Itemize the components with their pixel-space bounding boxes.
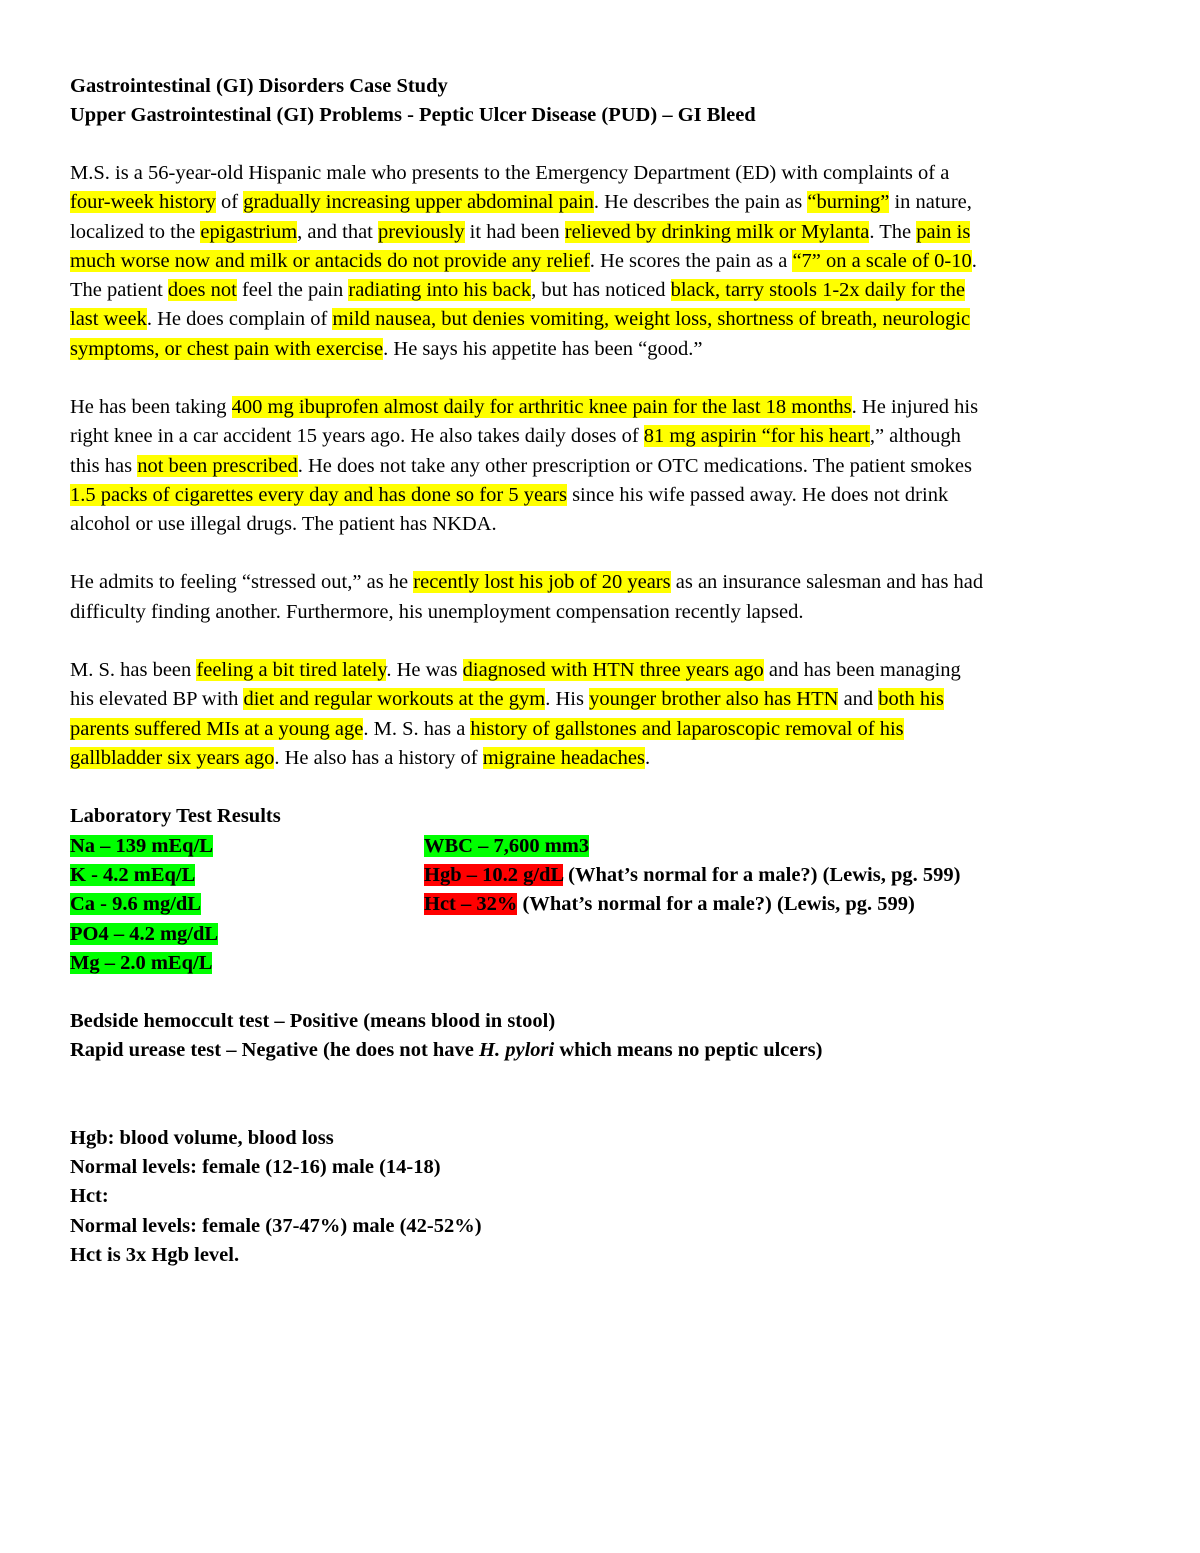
highlight: migraine headaches [482, 747, 645, 769]
text-run: . He does complain of [146, 308, 333, 330]
text-run: localized to the [70, 221, 201, 243]
note-ratio: Hct is 3x Hgb level. [70, 1244, 240, 1266]
text-run: . He also has a history of [274, 747, 483, 769]
lab-po4 [70, 920, 218, 948]
text-run: . [644, 747, 651, 769]
lab-value-normal: Ca - 9.6 mg/dL [70, 893, 201, 915]
text-run: . [971, 250, 977, 272]
highlight: diagnosed with HTN three years ago [462, 659, 764, 681]
highlight: 400 mg ibuprofen almost daily for arthritic knee pain for the last 18 months [231, 396, 852, 418]
paragraph-2-line-3 [70, 452, 972, 480]
highlight: feeling a bit tired lately [196, 659, 387, 681]
text-run: his elevated BP with [70, 688, 244, 710]
hemoccult-test: Bedside hemoccult test – Positive (means blood in stool) [70, 1010, 556, 1032]
text-run: Rapid urease test – Negative (he does not have [70, 1039, 480, 1061]
text-run: which means no peptic ulcers) [554, 1039, 823, 1061]
paragraph-1-line-7 [70, 335, 703, 363]
highlight: younger brother also has HTN [589, 688, 839, 710]
highlight: both his [878, 688, 944, 710]
text-run: . He injured his [851, 396, 979, 418]
text-run: He admits to feeling “stressed out,” as he [70, 571, 414, 593]
text-run: . He was [386, 659, 463, 681]
text-run: . He describes the pain as [593, 191, 808, 213]
lab-ca [70, 890, 201, 918]
lab-mg [70, 949, 212, 977]
highlight: mild nausea, but denies vomiting, weight loss, shortness of breath, neurologic [332, 308, 971, 330]
lab-hgb [424, 861, 960, 889]
lab-hct [424, 890, 915, 918]
lab-na [70, 832, 213, 860]
lab-note: (What’s normal for a male?) (Lewis, pg. 599) [517, 893, 915, 915]
text-run: M.S. is a 56-year-old Hispanic male who presents to the Emergency Department (ED) with complaints of a [70, 162, 950, 184]
highlight: black, tarry stools 1-2x daily for the [670, 279, 965, 301]
note-hgb-normal: Normal levels: female (12-16) male (14-18) [70, 1156, 441, 1178]
highlight: four-week history [70, 191, 216, 213]
text-run: it had been [464, 221, 565, 243]
text-run: The patient [70, 279, 168, 301]
paragraph-1-line-6 [70, 305, 970, 333]
highlight: epigastrium [200, 221, 298, 243]
paragraph-1-line-4 [70, 247, 977, 275]
highlight: much worse now and milk or antacids do not provide any relief [70, 250, 590, 272]
urease-test [70, 1036, 822, 1064]
paragraph-3-line-2 [70, 598, 803, 626]
highlight: not been prescribed [137, 455, 298, 477]
lab-wbc [424, 832, 589, 860]
paragraph-3-line-1 [70, 568, 983, 596]
highlight: 1.5 packs of cigarettes every day and has done so for 5 years [70, 484, 567, 506]
paragraph-2-line-2 [70, 422, 961, 450]
lab-value-normal: K - 4.2 mEq/L [70, 864, 196, 886]
paragraph-2-line-4 [70, 481, 948, 509]
text-run: and has been managing [763, 659, 961, 681]
note-hgb: Hgb: blood volume, blood loss [70, 1127, 334, 1149]
note-hct-normal: Normal levels: female (37-47%) male (42-52%) [70, 1215, 482, 1237]
lab-value-normal: Na – 139 mEq/L [70, 835, 213, 857]
lab-note: (What’s normal for a male?) (Lewis, pg. 599) [563, 864, 961, 886]
highlight: does not [167, 279, 237, 301]
text-run: alcohol or use illegal drugs. The patient has NKDA. [70, 513, 497, 535]
text-run: in nature, [889, 191, 972, 213]
text-run: . He says his appetite has been “good.” [383, 338, 703, 360]
text-run: , but has noticed [531, 279, 671, 301]
highlight: diet and regular workouts at the gym [243, 688, 546, 710]
highlight: gradually increasing upper abdominal pain [243, 191, 594, 213]
text-run: as an insurance salesman and has had [670, 571, 984, 593]
text-run: , and that [297, 221, 378, 243]
text-run: and [838, 688, 879, 710]
text-run: M. S. has been [70, 659, 197, 681]
paragraph-4-line-2 [70, 685, 944, 713]
lab-value-normal: Mg – 2.0 mEq/L [70, 952, 213, 974]
text-run: right knee in a car accident 15 years ago. He also takes daily doses of [70, 425, 644, 447]
paragraph-4-line-1 [70, 656, 961, 684]
highlight: gallbladder six years ago [70, 747, 275, 769]
text-run: ,” although [869, 425, 961, 447]
highlight: symptoms, or chest pain with exercise [70, 338, 384, 360]
note-hct: Hct: [70, 1185, 109, 1207]
paragraph-4-line-4 [70, 744, 650, 772]
document-subtitle: Upper Gastrointestinal (GI) Problems - Peptic Ulcer Disease (PUD) – GI Bleed [70, 104, 756, 126]
lab-value-abnormal: Hgb – 10.2 g/dL [424, 864, 563, 886]
organism-name: H. pylori [479, 1039, 555, 1061]
highlight: history of gallstones and laparoscopic removal of his [470, 718, 904, 740]
text-run: . The [869, 221, 917, 243]
text-run: of [215, 191, 244, 213]
text-run: . His [545, 688, 590, 710]
text-run: . He does not take any other prescription or OTC medications. The patient smokes [297, 455, 972, 477]
paragraph-1-line-3 [70, 218, 970, 246]
highlight: relieved by drinking milk or Mylanta [564, 221, 870, 243]
paragraph-1-line-1 [70, 159, 949, 187]
highlight: 81 mg aspirin “for his heart [643, 425, 870, 447]
text-run: . M. S. has a [363, 718, 471, 740]
text-run: He has been taking [70, 396, 232, 418]
lab-value-abnormal: Hct – 32% [424, 893, 518, 915]
highlight: “7” on a scale of 0-10 [792, 250, 972, 272]
text-run: since his wife passed away. He does not drink [566, 484, 949, 506]
highlight: “burning” [807, 191, 890, 213]
highlight: previously [378, 221, 465, 243]
text-run: feel the pain [236, 279, 349, 301]
paragraph-2-line-5 [70, 510, 497, 538]
lab-value-normal: WBC – 7,600 mm3 [424, 835, 590, 857]
highlight: parents suffered MIs at a young age [70, 718, 364, 740]
paragraph-1-line-2 [70, 188, 972, 216]
highlight: last week [70, 308, 147, 330]
highlight: radiating into his back [348, 279, 532, 301]
text-run: difficulty finding another. Furthermore, his unemployment compensation recently lapsed. [70, 601, 804, 623]
paragraph-4-line-3 [70, 715, 904, 743]
document-title: Gastrointestinal (GI) Disorders Case Study [70, 75, 448, 97]
text-run: this has [70, 455, 138, 477]
lab-value-normal: PO4 – 4.2 mg/dL [70, 923, 219, 945]
paragraph-2-line-1 [70, 393, 978, 421]
lab-results-heading: Laboratory Test Results [70, 805, 281, 827]
highlight: recently lost his job of 20 years [413, 571, 671, 593]
highlight: pain is [916, 221, 971, 243]
lab-k [70, 861, 195, 889]
paragraph-1-line-5 [70, 276, 965, 304]
text-run: . He scores the pain as a [589, 250, 793, 272]
